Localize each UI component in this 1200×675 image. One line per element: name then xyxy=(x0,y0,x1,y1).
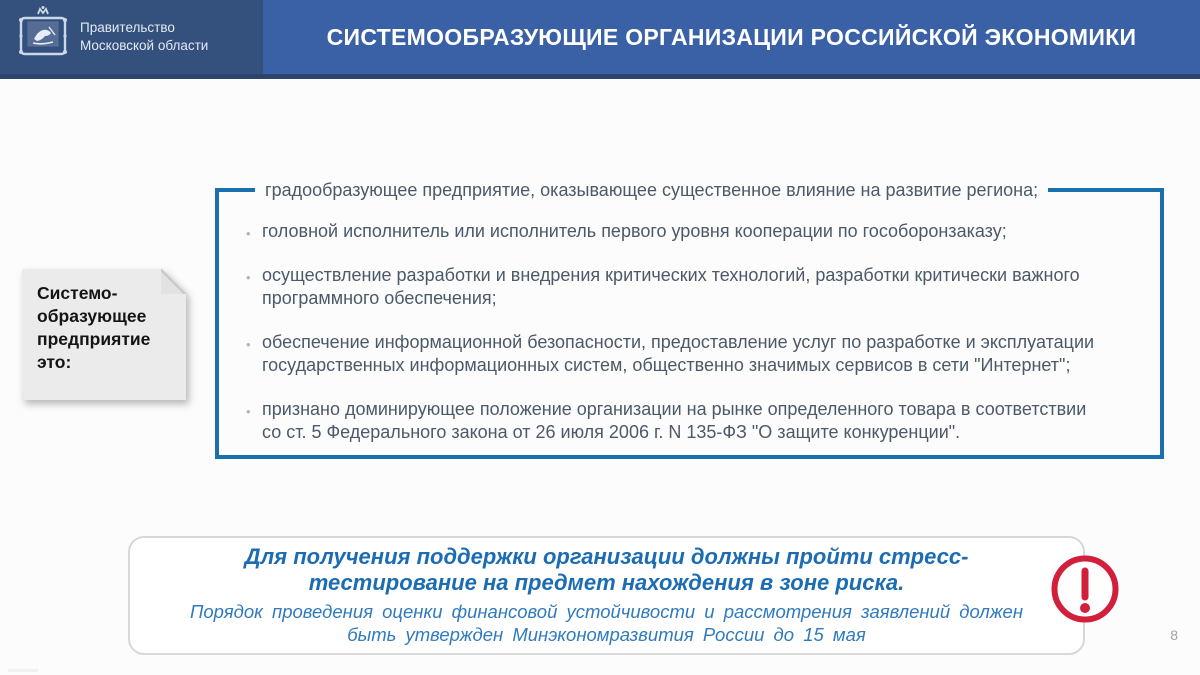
support-callout xyxy=(128,536,1085,655)
callout-note-line2: быть утвержден Минэкономразвития России до 15 мая xyxy=(347,624,866,646)
criteria-box xyxy=(215,180,1164,459)
criteria-list xyxy=(245,220,1101,465)
org-name xyxy=(80,19,208,54)
callout-note xyxy=(130,600,1083,647)
org-name-line2: Московской области xyxy=(80,38,209,53)
callout-note-line1: Порядок проведения оценки финансовой устойчивости и рассмотрения заявлений должен xyxy=(189,600,1024,622)
header-logo-area xyxy=(0,0,263,74)
criterion-item-4: • обеспечение информационной безопасности, предоставление услуг по разработке и эксплуатации государственных информационных систем, общественно значимых сервисов в сети "Интернет"; xyxy=(245,331,1101,377)
slide-title: СИСТЕМООБРАЗУЮЩИЕ ОРГАНИЗАЦИИ РОССИЙСКОЙ ЭКОНОМИКИ xyxy=(326,23,1137,50)
callout-headline-line2: тестирование на предмет нахождения в зоне риска. xyxy=(308,570,905,596)
definition-note xyxy=(22,269,186,400)
corner-dash-decoration xyxy=(8,669,38,672)
header-title-band xyxy=(263,0,1200,74)
org-name-line1: Правительство xyxy=(80,20,175,36)
callout-headline xyxy=(130,544,1083,597)
header-bar xyxy=(0,0,1200,79)
page-number: 8 xyxy=(1170,627,1178,643)
criterion-item-5: • признано доминирующее положение организации на рынке определенного товара в соответствии со ст. 5 Федерального закона от 26 июля 2006 г. N 135-ФЗ "О защите конкуренции". xyxy=(245,398,1101,444)
definition-label: Системо-образующее предприятие это: xyxy=(37,283,151,373)
criterion-item-2: • головной исполнитель или исполнитель первого уровня кооперации по гособоронзаказу; xyxy=(245,220,1101,243)
callout-headline-line1: Для получения поддержки организации должны пройти стресс- xyxy=(244,544,969,569)
coat-of-arms-icon xyxy=(16,5,70,70)
exclamation-circle-icon xyxy=(1048,552,1122,626)
criterion-item-3: • осуществление разработки и внедрения критических технологий, разработки критически важного программного обеспечения; xyxy=(245,264,1101,310)
criterion-item-1: градообразующее предприятие, оказывающее существенное влияние на развитие региона; xyxy=(255,179,1048,202)
